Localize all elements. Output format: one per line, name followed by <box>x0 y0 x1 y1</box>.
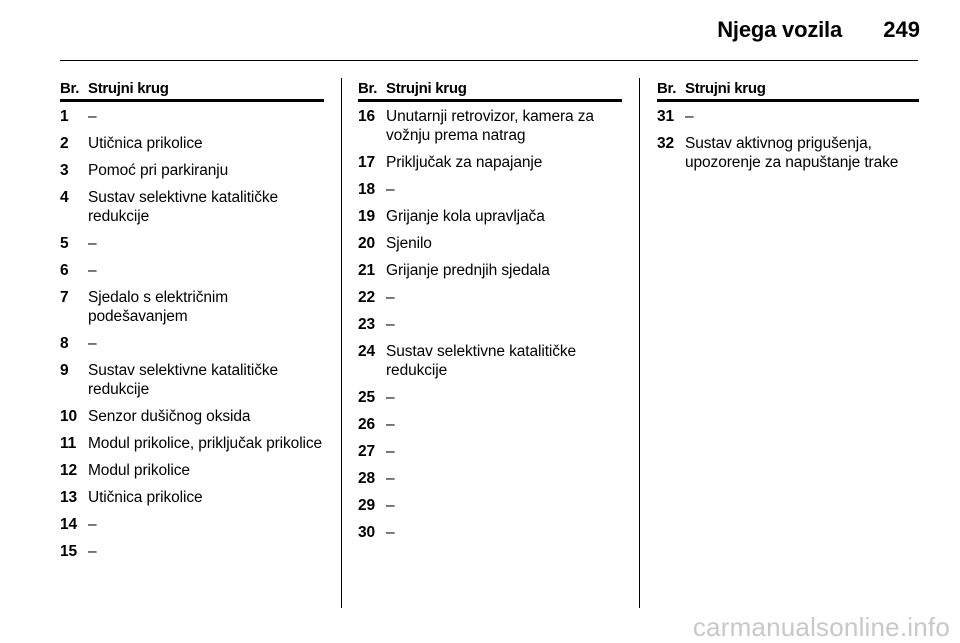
table-row <box>358 207 622 226</box>
fuse-number: 21 <box>358 262 376 279</box>
circuit-name: – <box>386 389 395 406</box>
table-row <box>60 488 324 507</box>
table-row <box>358 153 622 172</box>
circuit-name: Sustav aktivnog prigušenja, upozorenje za napuštanje trake <box>685 135 899 171</box>
fuse-number: 11 <box>60 435 77 452</box>
fuse-table-column-2 <box>358 78 622 550</box>
table-row <box>60 234 324 253</box>
circuit-name: – <box>386 181 395 198</box>
table-row <box>358 496 622 515</box>
table-row <box>358 261 622 280</box>
table-row <box>358 442 622 461</box>
fuse-number: 12 <box>60 462 78 479</box>
fuse-number: 9 <box>60 362 69 379</box>
table-header <box>657 78 919 102</box>
circuit-name: – <box>88 543 97 560</box>
watermark: carmanualsonline.info <box>692 612 950 642</box>
fuse-number: 5 <box>60 235 69 252</box>
header-circuit-label: Strujni krug <box>685 80 766 97</box>
circuit-name: Modul prikolice <box>88 462 190 479</box>
fuse-number: 2 <box>60 135 69 152</box>
table-rows <box>657 107 919 172</box>
table-row <box>60 515 324 534</box>
table-rows <box>60 107 324 561</box>
circuit-name: Unutarnji retrovizor, kamera za vožnju prema natrag <box>386 108 594 144</box>
table-row <box>60 461 324 480</box>
table-row <box>657 134 919 172</box>
circuit-name: Sjedalo s električnim podešavanjem <box>88 289 229 325</box>
table-row <box>60 434 324 453</box>
header-number-label: Br. <box>657 80 677 97</box>
circuit-name: Utičnica prikolice <box>88 135 203 152</box>
table-row <box>60 407 324 426</box>
fuse-number: 7 <box>60 289 69 306</box>
header-divider <box>60 60 918 61</box>
circuit-name: Sjenilo <box>386 235 432 252</box>
circuit-name: – <box>386 470 395 487</box>
table-row <box>358 342 622 380</box>
page-number: 249 <box>883 17 920 42</box>
fuse-number: 19 <box>358 208 376 225</box>
fuse-number: 18 <box>358 181 376 198</box>
circuit-name: – <box>386 289 395 306</box>
fuse-number: 6 <box>60 262 69 279</box>
circuit-name: Grijanje prednjih sjedala <box>386 262 550 279</box>
column-divider-1 <box>341 78 342 608</box>
fuse-number: 10 <box>60 408 78 425</box>
table-row <box>60 361 324 399</box>
table-rows <box>358 107 622 542</box>
circuit-name: – <box>88 516 97 533</box>
fuse-number: 17 <box>358 154 376 171</box>
fuse-number: 1 <box>60 108 69 125</box>
circuit-name: Sustav selektivne katalitičke redukcije <box>386 343 577 379</box>
fuse-number: 23 <box>358 316 376 333</box>
fuse-number: 13 <box>60 489 78 506</box>
fuse-number: 15 <box>60 543 78 560</box>
circuit-name: – <box>88 235 97 252</box>
circuit-name: – <box>386 497 395 514</box>
table-header <box>60 78 324 102</box>
fuse-number: 30 <box>358 524 376 541</box>
table-row <box>358 288 622 307</box>
circuit-name: Pomoć pri parkiranju <box>88 162 229 179</box>
circuit-name: Senzor dušičnog oksida <box>88 408 251 425</box>
table-row <box>358 469 622 488</box>
fuse-number: 14 <box>60 516 78 533</box>
page-header <box>0 0 960 62</box>
fuse-number: 27 <box>358 443 376 460</box>
table-header <box>358 78 622 102</box>
circuit-name: – <box>685 108 694 125</box>
table-row <box>358 315 622 334</box>
table-row <box>60 334 324 353</box>
circuit-name: – <box>88 335 97 352</box>
circuit-name: Sustav selektivne katalitičke redukcije <box>88 362 279 398</box>
fuse-number: 26 <box>358 416 376 433</box>
table-row <box>60 107 324 126</box>
header-number-label: Br. <box>358 80 378 97</box>
fuse-number: 16 <box>358 108 376 125</box>
circuit-name: Utičnica prikolice <box>88 489 203 506</box>
fuse-table-column-3 <box>657 78 919 180</box>
table-row <box>358 415 622 434</box>
fuse-number: 3 <box>60 162 69 179</box>
table-row <box>60 134 324 153</box>
fuse-number: 32 <box>657 135 675 152</box>
table-row <box>60 261 324 280</box>
fuse-number: 20 <box>358 235 376 252</box>
fuse-number: 31 <box>657 108 675 125</box>
header-number-label: Br. <box>60 80 80 97</box>
circuit-name: Sustav selektivne katalitičke redukcije <box>88 189 279 225</box>
fuse-number: 22 <box>358 289 376 306</box>
circuit-name: Modul prikolice, priključak prikolice <box>88 435 323 452</box>
table-row <box>60 542 324 561</box>
fuse-number: 28 <box>358 470 376 487</box>
table-row <box>657 107 919 126</box>
circuit-name: Priključak za napajanje <box>386 154 543 171</box>
fuse-number: 24 <box>358 343 376 360</box>
circuit-name: – <box>386 443 395 460</box>
table-row <box>358 180 622 199</box>
circuit-name: – <box>88 108 97 125</box>
circuit-name: Grijanje kola upravljača <box>386 208 545 225</box>
table-row <box>60 288 324 326</box>
header-circuit-label: Strujni krug <box>386 80 467 97</box>
page-title: Njega vozila <box>717 17 842 42</box>
circuit-name: – <box>88 262 97 279</box>
table-row <box>60 161 324 180</box>
circuit-name: – <box>386 416 395 433</box>
table-row <box>358 388 622 407</box>
circuit-name: – <box>386 524 395 541</box>
column-divider-2 <box>639 78 640 608</box>
fuse-number: 8 <box>60 335 69 352</box>
fuse-table-column-1 <box>60 78 324 569</box>
table-row <box>60 188 324 226</box>
table-row <box>358 107 622 145</box>
fuse-number: 29 <box>358 497 376 514</box>
circuit-name: – <box>386 316 395 333</box>
fuse-number: 25 <box>358 389 376 406</box>
fuse-number: 4 <box>60 189 69 206</box>
table-row <box>358 523 622 542</box>
table-row <box>358 234 622 253</box>
header-circuit-label: Strujni krug <box>88 80 169 97</box>
